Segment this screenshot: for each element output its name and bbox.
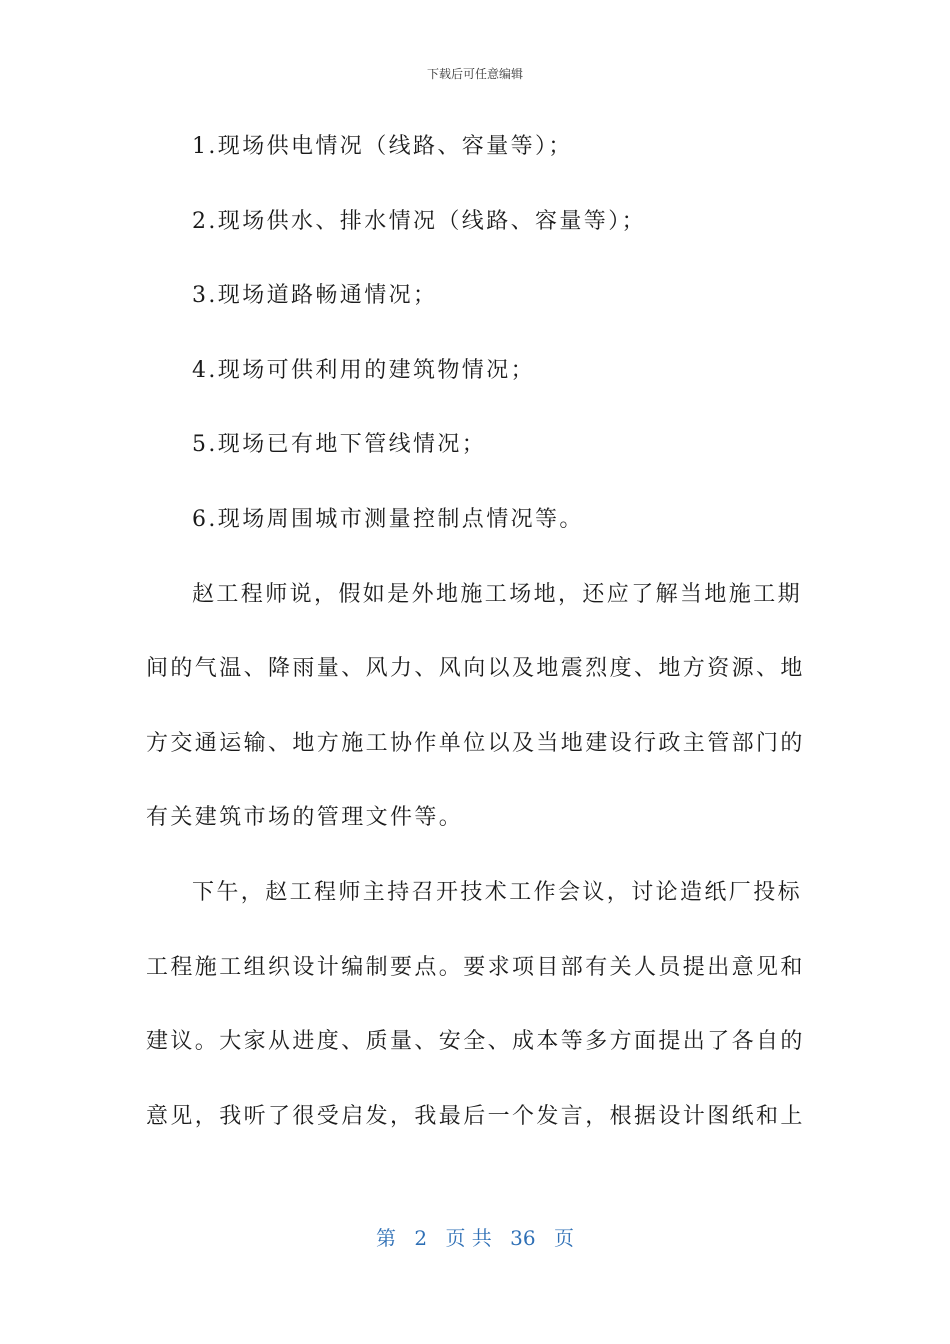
footer-middle: 页 共 (445, 1226, 492, 1250)
paragraph-1-line-4: 有关建筑市场的管理文件等。 (146, 805, 464, 831)
footer-page-number: 2 (414, 1226, 428, 1250)
paragraph-2-line-1: 下午，赵工程师主持召开技术工作会议，讨论造纸厂投标 (192, 879, 803, 905)
paragraph-2-line-2: 工程施工组织设计编制要点。要求项目部有关人员提出意见和 (146, 954, 805, 980)
paragraph-1-line-1: 赵工程师说，假如是外地施工场地，还应了解当地施工期 (192, 581, 803, 607)
list-item-1: 1.现场供电情况（线路、容量等）； (192, 134, 573, 159)
footer-suffix: 页 (553, 1226, 574, 1250)
paragraph-2-line-4: 意见，我听了很受启发，我最后一个发言，根据设计图纸和上 (146, 1103, 805, 1129)
list-item-5: 5.现场已有地下管线情况； (192, 432, 487, 458)
paragraph-1-line-2: 间的气温、降雨量、风力、风向以及地震烈度、地方资源、地 (146, 656, 805, 682)
footer-prefix: 第 (376, 1226, 396, 1250)
list-item-2: 2.现场供水、排水情况（线路、容量等）； (192, 208, 646, 234)
list-item-3: 3.现场道路畅通情况； (192, 283, 438, 309)
footer-total-pages: 36 (510, 1226, 536, 1250)
page-footer (0, 1224, 950, 1252)
paragraph-1-line-3: 方交通运输、地方施工协作单位以及当地建设行政主管部门的 (146, 730, 805, 756)
page-header: 下载后可任意编辑 (426, 67, 523, 81)
list-item-4: 4.现场可供利用的建筑物情况； (192, 357, 535, 383)
document-body (146, 128, 805, 1172)
list-item-6: 6.现场周围城市测量控制点情况等。 (192, 506, 584, 532)
paragraph-2-line-3: 建议。大家从进度、质量、安全、成本等多方面提出了各自的 (146, 1029, 805, 1055)
